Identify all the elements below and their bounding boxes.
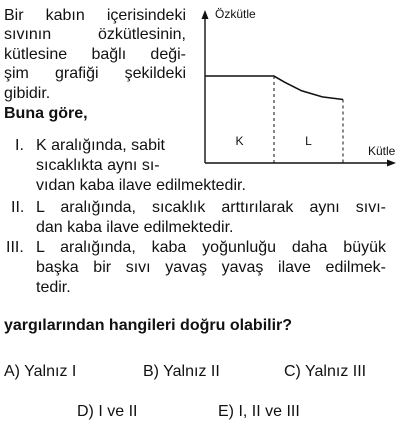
density-mass-graph	[190, 0, 401, 180]
statement-numeral: II.	[11, 199, 25, 216]
statement-3-line: başka bir sıvı yavaş yavaş ilave edilmek-	[36, 259, 386, 276]
statement-1-line: vıdan kaba ilave edilmektedir.	[36, 177, 246, 194]
statement-numeral: III.	[6, 239, 24, 256]
x-axis-arrow	[387, 160, 396, 167]
y-axis-label: Özkütle	[215, 7, 256, 21]
option-d[interactable]: D) I ve II	[77, 403, 138, 420]
statement-numeral: I.	[15, 137, 24, 154]
x-axis-label: Kütle	[368, 144, 396, 158]
stem-line: Bir kabın içerisindeki	[4, 7, 186, 24]
option-a[interactable]: A) Yalnız I	[4, 363, 77, 380]
statement-3-line: tedir.	[36, 279, 71, 296]
statement-2	[36, 198, 386, 238]
stem-line: şim grafiği şekildeki	[4, 65, 186, 83]
option-c[interactable]: C) Yalnız III	[284, 363, 367, 380]
region-label-k: K	[235, 134, 244, 148]
stem-line: gibidir.	[4, 84, 51, 102]
option-e[interactable]: E) I, II ve III	[218, 403, 300, 420]
question-stem	[4, 6, 186, 103]
statement-3-line: L aralığında, kaba yoğunluğu daha büyük	[36, 239, 386, 256]
statement-3	[36, 238, 386, 298]
statement-1-line: sıcaklıkta aynı sı-	[36, 157, 160, 174]
region-label-l: L	[305, 134, 312, 148]
lead-text: Buna göre,	[4, 105, 88, 122]
stem-line: kütlesine bağlı deği-	[4, 45, 186, 63]
option-b[interactable]: B) Yalnız II	[143, 363, 220, 380]
statement-1-line: K aralığında, sabit	[36, 137, 165, 154]
statement-2-line: L aralığında, sıcaklık arttırılarak aynı sıvı-	[36, 199, 386, 216]
stem-line: sıvının özkütlesinin,	[4, 26, 186, 44]
question-prompt: yargılarından hangileri doğru olabilir?	[4, 317, 293, 334]
statement-2-line: dan kaba ilave edilmektedir.	[36, 219, 234, 236]
y-axis-arrow	[202, 10, 209, 19]
